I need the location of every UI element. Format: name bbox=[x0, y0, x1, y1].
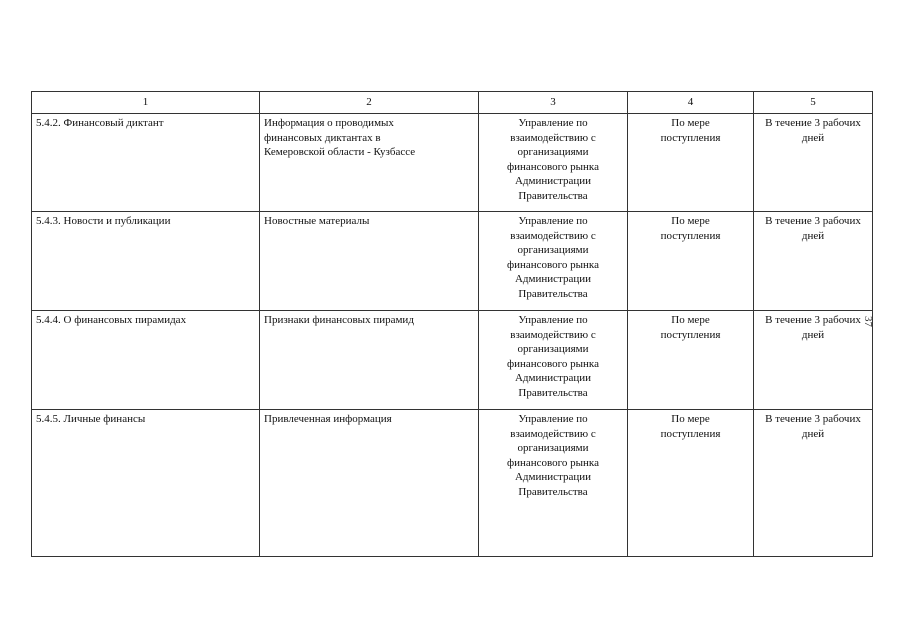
section-title-cell: 5.4.4. О финансовых пирамидах bbox=[32, 311, 260, 410]
deadline-cell: В течение 3 рабочих дней bbox=[754, 212, 873, 311]
page-number: 37 bbox=[862, 316, 874, 327]
frequency-cell: По мере поступления bbox=[628, 212, 754, 311]
content-cell: Признаки финансовых пирамид bbox=[260, 311, 479, 410]
table-header-row bbox=[32, 92, 873, 114]
table-row bbox=[32, 114, 873, 212]
frequency-cell: По мере поступления bbox=[628, 410, 754, 557]
section-title-cell: 5.4.3. Новости и публикации bbox=[32, 212, 260, 311]
responsible-cell: Управление по взаимодействию с организациями финансового рынка Администрации Правительства bbox=[479, 212, 628, 311]
deadline-cell: В течение 3 рабочих дней bbox=[754, 114, 873, 212]
header-cell-1: 1 bbox=[32, 92, 260, 114]
section-title-cell: 5.4.2. Финансовый диктант bbox=[32, 114, 260, 212]
content-cell: Информация о проводимых финансовых диктантах в Кемеровской области - Кузбассе bbox=[260, 114, 479, 212]
frequency-cell: По мере поступления bbox=[628, 114, 754, 212]
table-row bbox=[32, 311, 873, 410]
content-cell: Привлеченная информация bbox=[260, 410, 479, 557]
header-cell-4: 4 bbox=[628, 92, 754, 114]
section-title-cell: 5.4.5. Личные финансы bbox=[32, 410, 260, 557]
frequency-cell: По мере поступления bbox=[628, 311, 754, 410]
header-cell-5: 5 bbox=[754, 92, 873, 114]
table-row bbox=[32, 410, 873, 557]
deadline-cell: В течение 3 рабочих дней bbox=[754, 410, 873, 557]
table-row bbox=[32, 212, 873, 311]
schedule-table bbox=[31, 91, 873, 557]
responsible-cell: Управление по взаимодействию с организациями финансового рынка Администрации Правительства bbox=[479, 410, 628, 557]
header-cell-3: 3 bbox=[479, 92, 628, 114]
responsible-cell: Управление по взаимодействию с организациями финансового рынка Администрации Правительства bbox=[479, 114, 628, 212]
content-cell: Новостные материалы bbox=[260, 212, 479, 311]
responsible-cell: Управление по взаимодействию с организациями финансового рынка Администрации Правительства bbox=[479, 311, 628, 410]
deadline-cell: В течение 3 рабочих дней bbox=[754, 311, 873, 410]
header-cell-2: 2 bbox=[260, 92, 479, 114]
